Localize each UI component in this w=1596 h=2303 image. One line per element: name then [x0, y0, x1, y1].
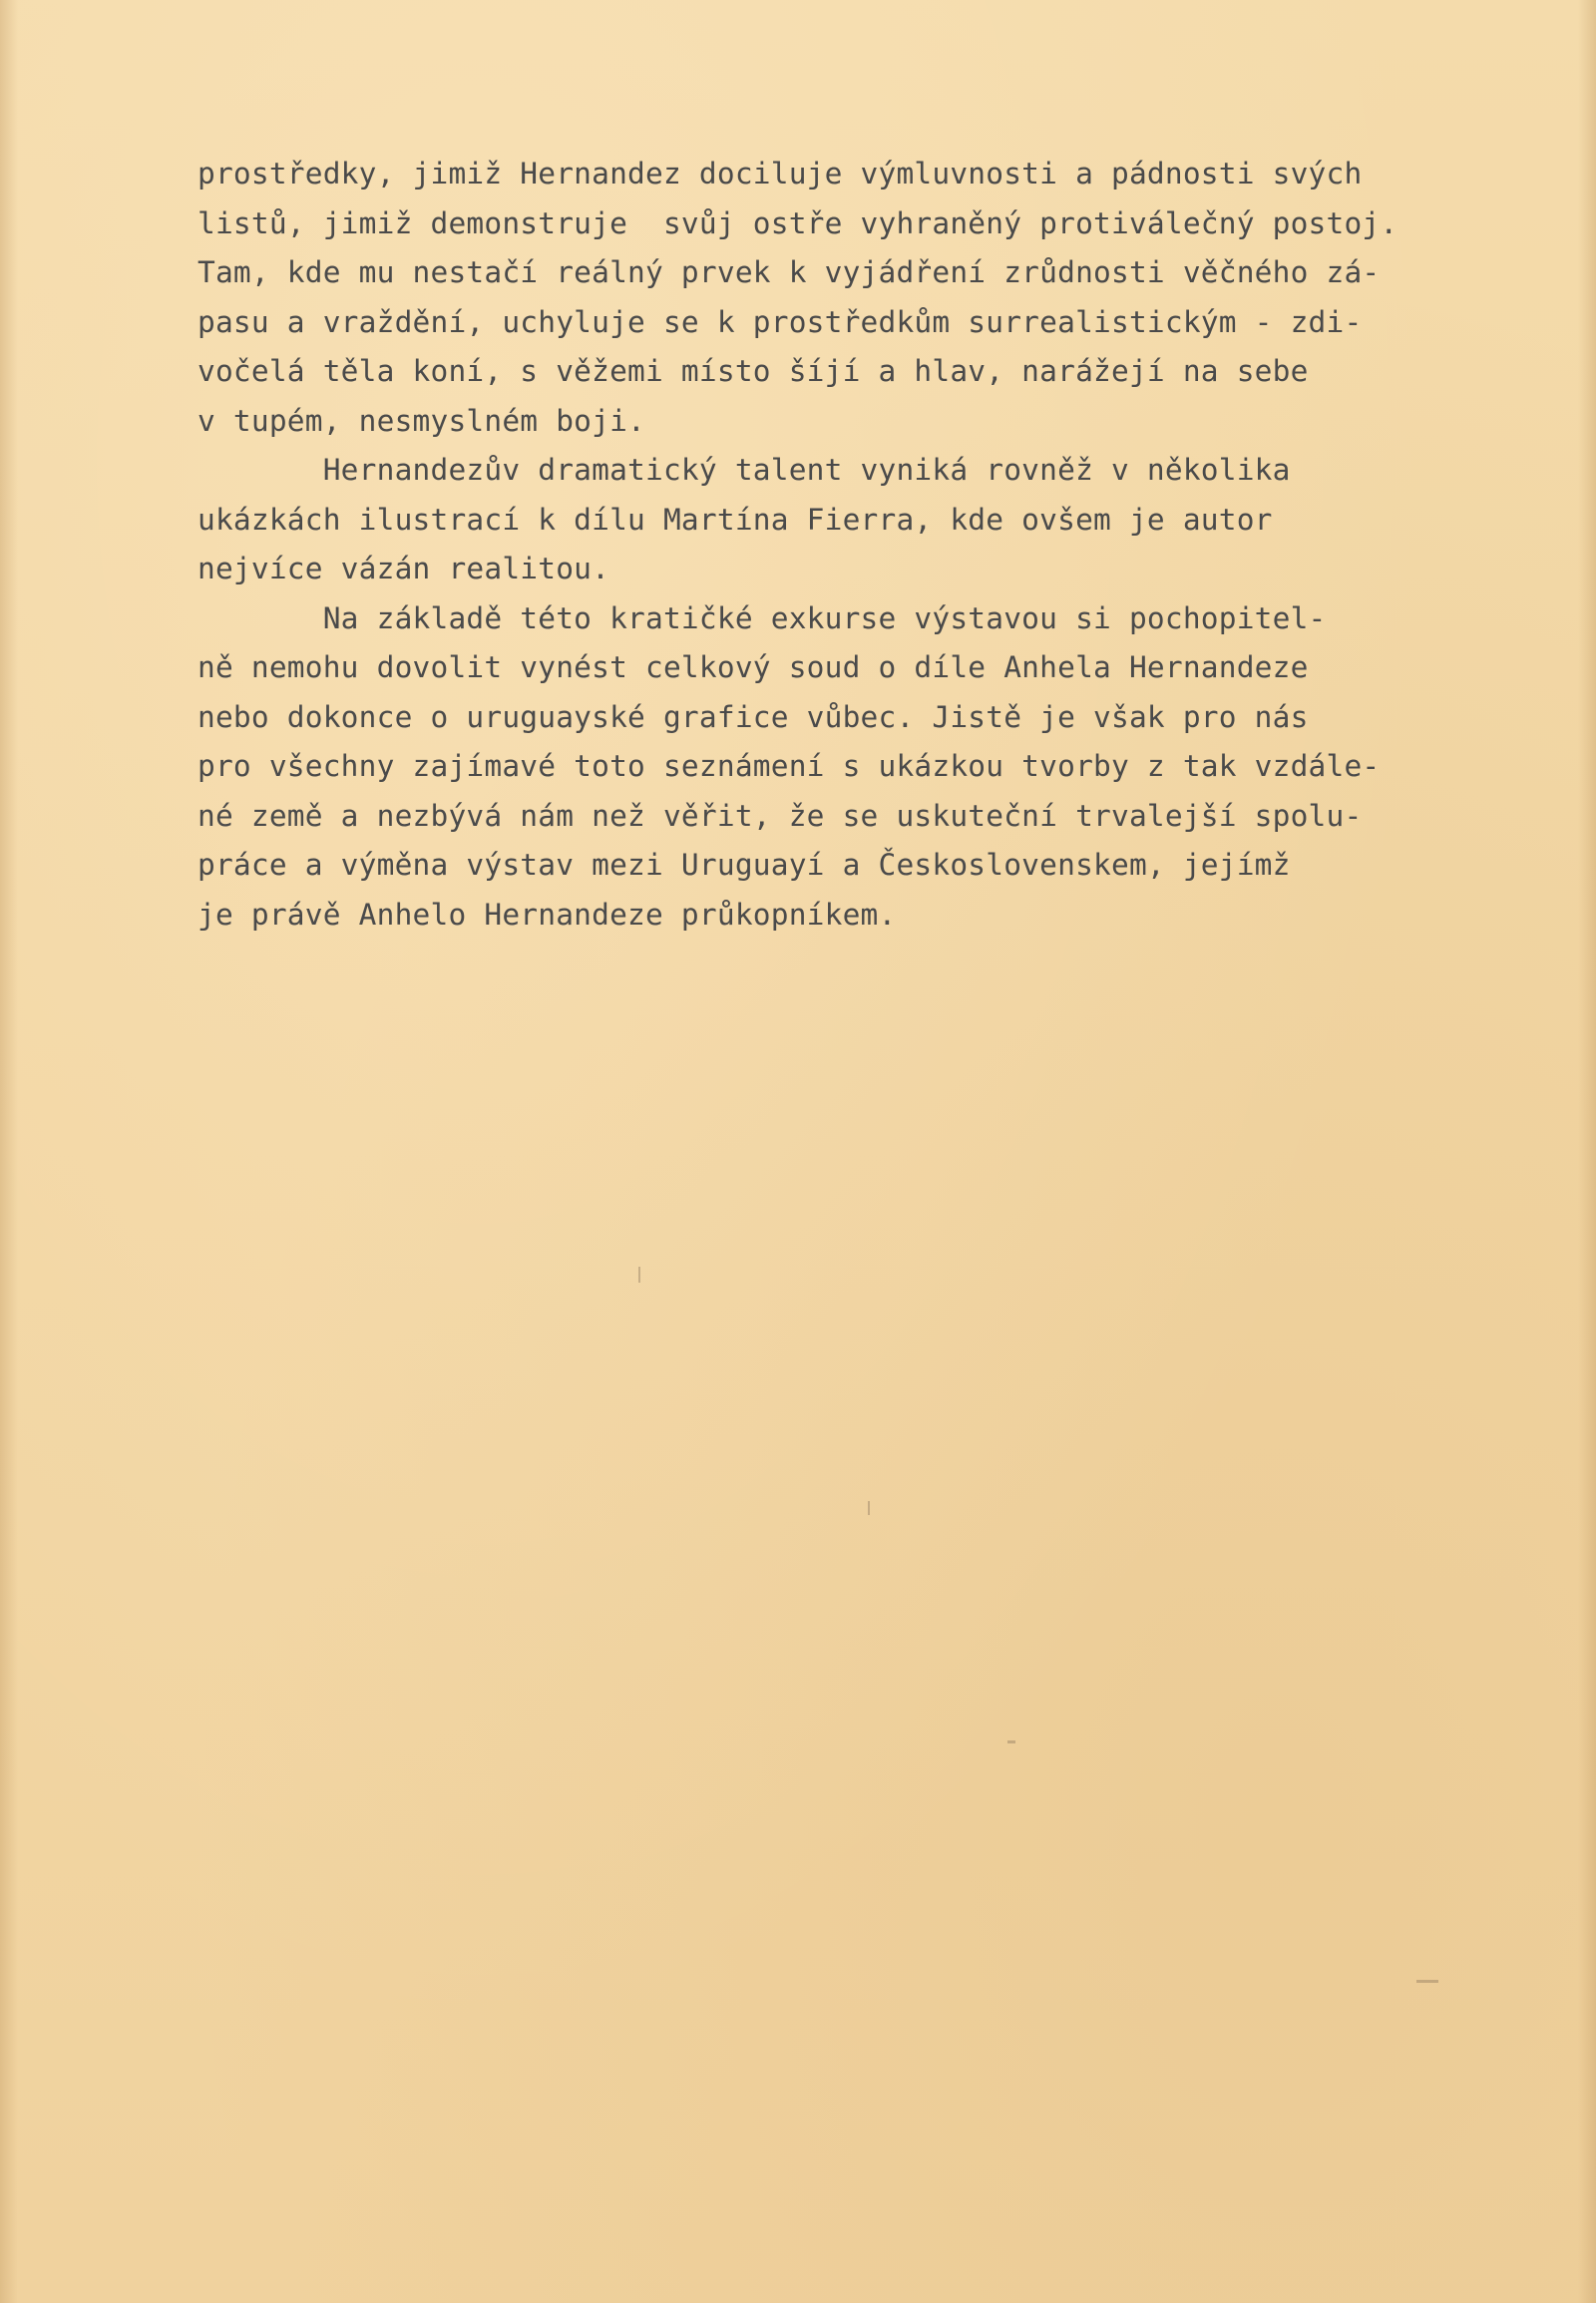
paper-edge-left	[0, 0, 18, 2303]
typewritten-text	[198, 150, 1564, 940]
paper-speck	[868, 1501, 870, 1515]
text-line: pro všechny zajímavé toto seznámení s ukázkou tvorby z tak vzdále-	[198, 749, 1381, 783]
text-line: ukázkách ilustrací k dílu Martína Fierra, kde ovšem je autor	[198, 502, 1273, 537]
text-line: Tam, kde mu nestačí reálný prvek k vyjádření zrůdnosti věčného zá-	[198, 255, 1381, 289]
paragraph-2	[198, 446, 1564, 594]
text-line: pasu a vraždění, uchyluje se k prostředkům surrealistickým - zdi-	[198, 304, 1363, 339]
text-line: nejvíce vázán realitou.	[198, 552, 610, 585]
paragraph-1	[198, 150, 1564, 446]
text-line: nebo dokonce o uruguayské grafice vůbec. Jistě je však pro nás	[198, 699, 1309, 734]
text-line: listů, jimiž demonstruje svůj ostře vyhraněný protiválečný postoj.	[198, 205, 1398, 240]
text-line: ně nemohu dovolit vynést celkový soud o díle Anhela Hernandeze	[198, 650, 1309, 684]
paper-speck	[1416, 1980, 1438, 1983]
text-line: práce a výměna výstav mezi Uruguayí a Československem, jejímž	[198, 848, 1291, 882]
text-line: v tupém, nesmyslném boji.	[198, 403, 646, 438]
text-line: Hernandezův dramatický talent vyniká rovněž v několika	[198, 453, 1291, 487]
paper-speck	[1007, 1740, 1015, 1743]
text-line: Na základě této kratičké exkurse výstavou si pochopitel-	[198, 600, 1327, 635]
text-line: né země a nezbývá nám než věřit, že se uskuteční trvalejší spolu-	[198, 798, 1363, 833]
paper-edge-right	[1578, 0, 1596, 2303]
text-line: prostředky, jimiž Hernandez dociluje výmluvnosti a pádnosti svých	[198, 157, 1363, 191]
paragraph-3	[198, 594, 1564, 941]
text-line: je právě Anhelo Hernandeze průkopníkem.	[198, 897, 897, 932]
text-line: vočelá těla koní, s věžemi místo šíjí a hlav, narážejí na sebe	[198, 354, 1309, 388]
paper-speck	[638, 1267, 640, 1283]
